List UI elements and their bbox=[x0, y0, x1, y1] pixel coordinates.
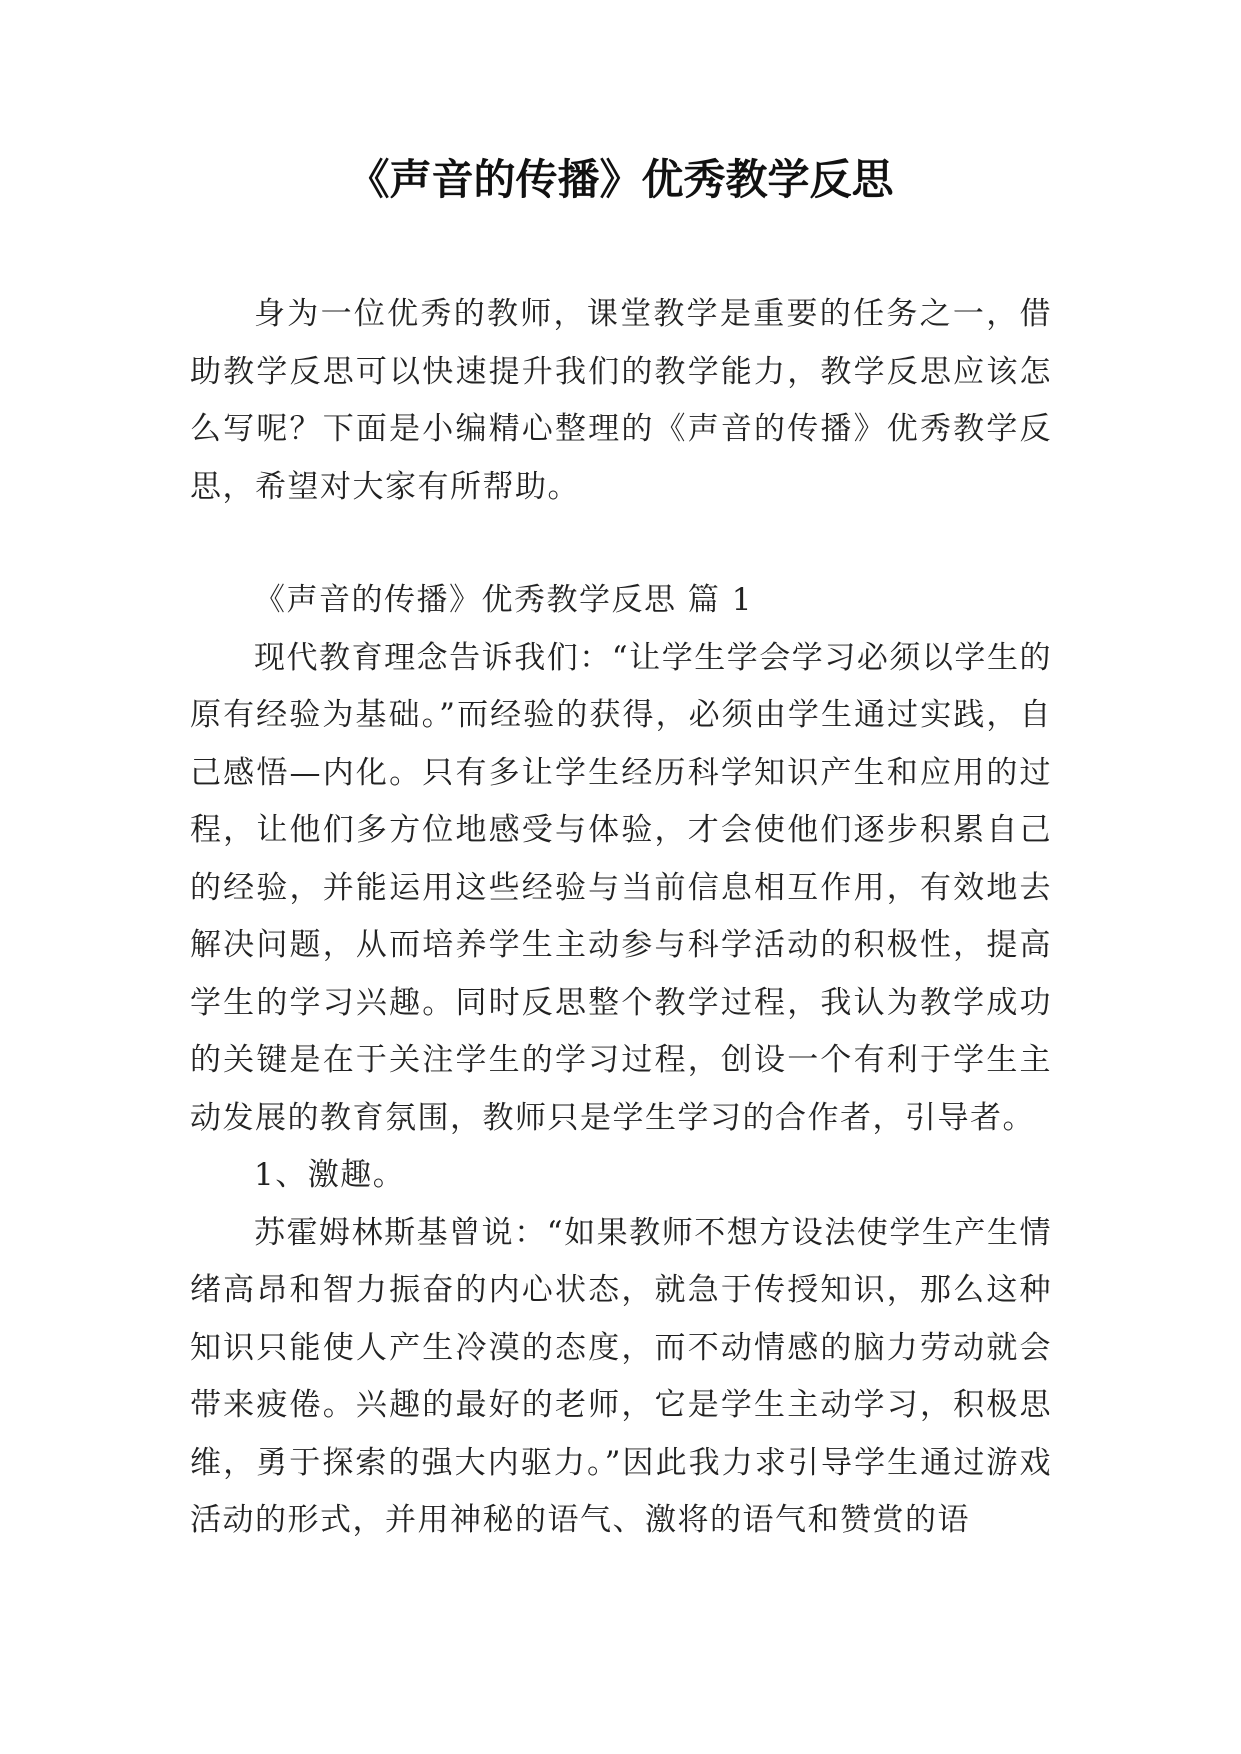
paragraph: 1、激趣。 bbox=[254, 1157, 406, 1193]
section-heading: 《声音的传播》优秀教学反思 篇 1 bbox=[254, 582, 753, 618]
paragraph: 现代教育理念告诉我们：“让学生学会学习必须以学生的原有经验为基础。”而经验的获得，必须由学生通过实践，自己感悟—内化。只有多让学生经历科学知识产生和应用的过程，让他们多方位地感受与体验，才会使他们逐步积累自己的经验，并能运用这些经验与当前信息相互作用，有效地去解决问题，从而培养学生主动参与科学活动的积极性，提高学生的学习兴趣。同时反思整个教学过程，我认为教学成功的关键是在于关注学生的学习过程，创设一个有利于学生主动发展的教育氛围，教师只是学生学习的合作者，引导者。 bbox=[190, 639, 1052, 1136]
document-title: 《声音的传播》优秀教学反思 bbox=[347, 155, 894, 204]
paragraph: 苏霍姆林斯基曾说：“如果教师不想方设法使学生产生情绪高昂和智力振奋的内心状态，就急于传授知识，那么这种知识只能使人产生冷漠的态度，而不动情感的脑力劳动就会带来疲倦。兴趣的最好的老师，它是学生主动学习，积极思维，勇于探索的强大内驱力。”因此我力求引导学生通过游戏活动的形式，并用神秘的语气、激将的语气和赞赏的语 bbox=[190, 1214, 1052, 1538]
intro-block bbox=[190, 286, 1052, 516]
intro-paragraph: 身为一位优秀的教师，课堂教学是重要的任务之一，借助教学反思可以快速提升我们的教学能力，教学反思应该怎么写呢？下面是小编精心整理的《声音的传播》优秀教学反思，希望对大家有所帮助。 bbox=[190, 296, 1052, 505]
main-content bbox=[190, 572, 1052, 1550]
